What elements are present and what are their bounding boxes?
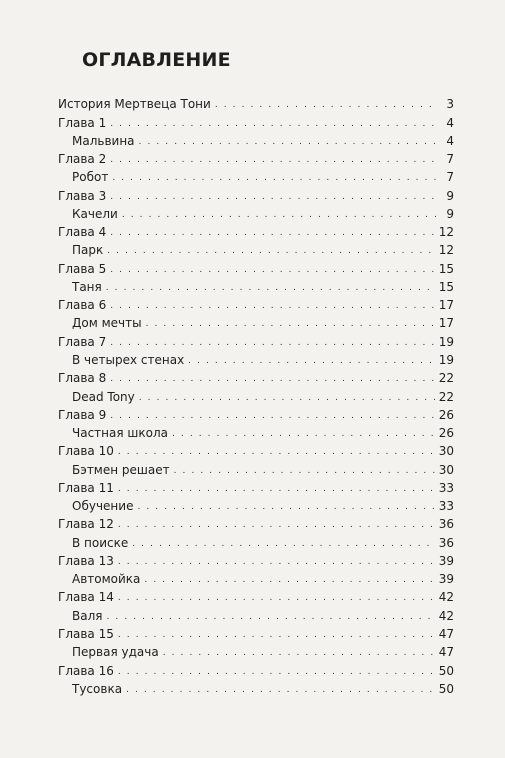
page-title: ОГЛАВЛЕНИЕ bbox=[82, 49, 231, 71]
dot-leader bbox=[174, 465, 435, 477]
toc-page-number: 3 bbox=[446, 97, 454, 112]
toc-subentry bbox=[58, 130, 454, 148]
toc-entry-label: Dead Tony bbox=[72, 389, 135, 404]
toc-subentry bbox=[58, 349, 454, 367]
dot-leader bbox=[139, 136, 436, 148]
toc-entry-label: Автомойка bbox=[72, 572, 141, 587]
toc-subentry bbox=[58, 312, 454, 330]
dot-leader bbox=[146, 318, 435, 330]
toc-page-number: 4 bbox=[446, 133, 454, 148]
toc-page-number: 47 bbox=[438, 626, 454, 641]
toc-entry-label: Бэтмен решает bbox=[72, 462, 170, 477]
dot-leader bbox=[110, 300, 435, 312]
toc-entry-label: Качели bbox=[72, 206, 118, 221]
dot-leader bbox=[106, 282, 435, 294]
toc-page-number: 7 bbox=[446, 170, 454, 185]
toc-subentry bbox=[58, 276, 454, 294]
dot-leader bbox=[172, 428, 435, 440]
toc-entry bbox=[58, 221, 454, 239]
toc-subentry bbox=[58, 604, 454, 622]
toc-subentry bbox=[58, 568, 454, 586]
toc-entry-label: Глава 8 bbox=[58, 371, 107, 386]
toc-entry bbox=[58, 294, 454, 312]
dot-leader bbox=[110, 373, 435, 385]
toc-page-number: 9 bbox=[446, 206, 454, 221]
toc-page-number: 17 bbox=[438, 316, 454, 331]
toc-entry-label: Обучение bbox=[72, 499, 134, 514]
toc-page-number: 4 bbox=[446, 115, 454, 130]
toc-entry bbox=[58, 93, 454, 111]
toc-page-number: 50 bbox=[438, 663, 454, 678]
dot-leader bbox=[118, 483, 435, 495]
toc-page-number: 17 bbox=[438, 298, 454, 313]
dot-leader bbox=[110, 154, 436, 166]
toc-entry bbox=[58, 330, 454, 348]
toc-entry-label: Глава 16 bbox=[58, 663, 114, 678]
toc-subentry bbox=[58, 458, 454, 476]
toc-subentry bbox=[58, 495, 454, 513]
dot-leader bbox=[122, 209, 436, 221]
toc-page-number: 39 bbox=[438, 553, 454, 568]
toc-entry-label: Глава 15 bbox=[58, 626, 114, 641]
table-of-contents bbox=[58, 93, 454, 696]
toc-subentry bbox=[58, 678, 454, 696]
toc-entry bbox=[58, 184, 454, 202]
toc-subentry bbox=[58, 239, 454, 257]
toc-page-number: 19 bbox=[438, 352, 454, 367]
dot-leader bbox=[110, 410, 435, 422]
toc-page-number: 33 bbox=[438, 480, 454, 495]
dot-leader bbox=[110, 118, 436, 130]
toc-entry-label: Робот bbox=[72, 170, 109, 185]
toc-entry bbox=[58, 367, 454, 385]
dot-leader bbox=[118, 592, 435, 604]
toc-entry-label: Глава 2 bbox=[58, 152, 107, 167]
toc-entry-label: Глава 11 bbox=[58, 480, 114, 495]
dot-leader bbox=[118, 629, 435, 641]
dot-leader bbox=[106, 611, 434, 623]
toc-entry bbox=[58, 513, 454, 531]
toc-entry bbox=[58, 477, 454, 495]
toc-page-number: 19 bbox=[438, 334, 454, 349]
toc-entry-label: Валя bbox=[72, 608, 103, 623]
dot-leader bbox=[110, 264, 435, 276]
dot-leader bbox=[118, 556, 435, 568]
dot-leader bbox=[139, 392, 435, 404]
toc-page-number: 30 bbox=[438, 462, 454, 477]
toc-page-number: 12 bbox=[438, 225, 454, 240]
dot-leader bbox=[118, 519, 435, 531]
toc-page-number: 47 bbox=[438, 645, 454, 660]
toc-page-number: 42 bbox=[438, 608, 454, 623]
toc-entry-label: Глава 14 bbox=[58, 590, 114, 605]
toc-subentry bbox=[58, 385, 454, 403]
toc-entry-label: Глава 1 bbox=[58, 115, 107, 130]
toc-entry-label: История Мертвеца Тони bbox=[58, 97, 211, 112]
dot-leader bbox=[112, 172, 436, 184]
toc-entry-label: Глава 13 bbox=[58, 553, 114, 568]
toc-entry-label: Глава 9 bbox=[58, 407, 107, 422]
toc-subentry bbox=[58, 166, 454, 184]
toc-page-number: 26 bbox=[438, 407, 454, 422]
toc-page-number: 22 bbox=[438, 371, 454, 386]
dot-leader bbox=[137, 501, 434, 513]
toc-subentry bbox=[58, 422, 454, 440]
toc-page-number: 50 bbox=[438, 681, 454, 696]
toc-page-number: 30 bbox=[438, 444, 454, 459]
toc-entry-label: В четырех стенах bbox=[72, 352, 185, 367]
toc-page-number: 15 bbox=[438, 261, 454, 276]
toc-page-number: 7 bbox=[446, 152, 454, 167]
toc-entry-label: Мальвина bbox=[72, 133, 135, 148]
dot-leader bbox=[163, 647, 435, 659]
toc-entry bbox=[58, 148, 454, 166]
toc-entry bbox=[58, 440, 454, 458]
dot-leader bbox=[188, 355, 435, 367]
dot-leader bbox=[110, 227, 435, 239]
dot-leader bbox=[118, 446, 435, 458]
toc-page-number: 42 bbox=[438, 590, 454, 605]
dot-leader bbox=[107, 245, 434, 257]
toc-entry-label: Тусовка bbox=[72, 681, 123, 696]
toc-entry-label: В поиске bbox=[72, 535, 129, 550]
toc-page-number: 12 bbox=[438, 243, 454, 258]
toc-page-number: 15 bbox=[438, 279, 454, 294]
toc-entry-label: Глава 6 bbox=[58, 298, 107, 313]
toc-subentry bbox=[58, 203, 454, 221]
dot-leader bbox=[110, 191, 436, 203]
toc-subentry bbox=[58, 641, 454, 659]
dot-leader bbox=[144, 574, 434, 586]
toc-entry bbox=[58, 404, 454, 422]
toc-page-number: 9 bbox=[446, 188, 454, 203]
toc-entry bbox=[58, 623, 454, 641]
toc-page-number: 36 bbox=[438, 535, 454, 550]
toc-entry-label: Дом мечты bbox=[72, 316, 142, 331]
toc-entry-label: Глава 4 bbox=[58, 225, 107, 240]
toc-entry-label: Глава 5 bbox=[58, 261, 107, 276]
toc-subentry bbox=[58, 531, 454, 549]
toc-entry bbox=[58, 111, 454, 129]
toc-page-number: 36 bbox=[438, 517, 454, 532]
toc-page-number: 33 bbox=[438, 499, 454, 514]
toc-page-number: 39 bbox=[438, 572, 454, 587]
dot-leader bbox=[118, 666, 435, 678]
toc-entry-label: Глава 7 bbox=[58, 334, 107, 349]
toc-entry bbox=[58, 550, 454, 568]
toc-page-number: 26 bbox=[438, 426, 454, 441]
dot-leader bbox=[215, 99, 436, 111]
dot-leader bbox=[126, 684, 435, 696]
toc-page-number: 22 bbox=[438, 389, 454, 404]
toc-entry-label: Глава 12 bbox=[58, 517, 114, 532]
toc-entry-label: Таня bbox=[72, 279, 102, 294]
toc-entry bbox=[58, 586, 454, 604]
toc-entry-label: Парк bbox=[72, 243, 104, 258]
toc-entry-label: Первая удача bbox=[72, 645, 159, 660]
dot-leader bbox=[110, 337, 435, 349]
toc-entry-label: Частная школа bbox=[72, 426, 168, 441]
toc-entry bbox=[58, 659, 454, 677]
toc-entry-label: Глава 10 bbox=[58, 444, 114, 459]
toc-entry bbox=[58, 257, 454, 275]
dot-leader bbox=[132, 538, 434, 550]
toc-entry-label: Глава 3 bbox=[58, 188, 107, 203]
